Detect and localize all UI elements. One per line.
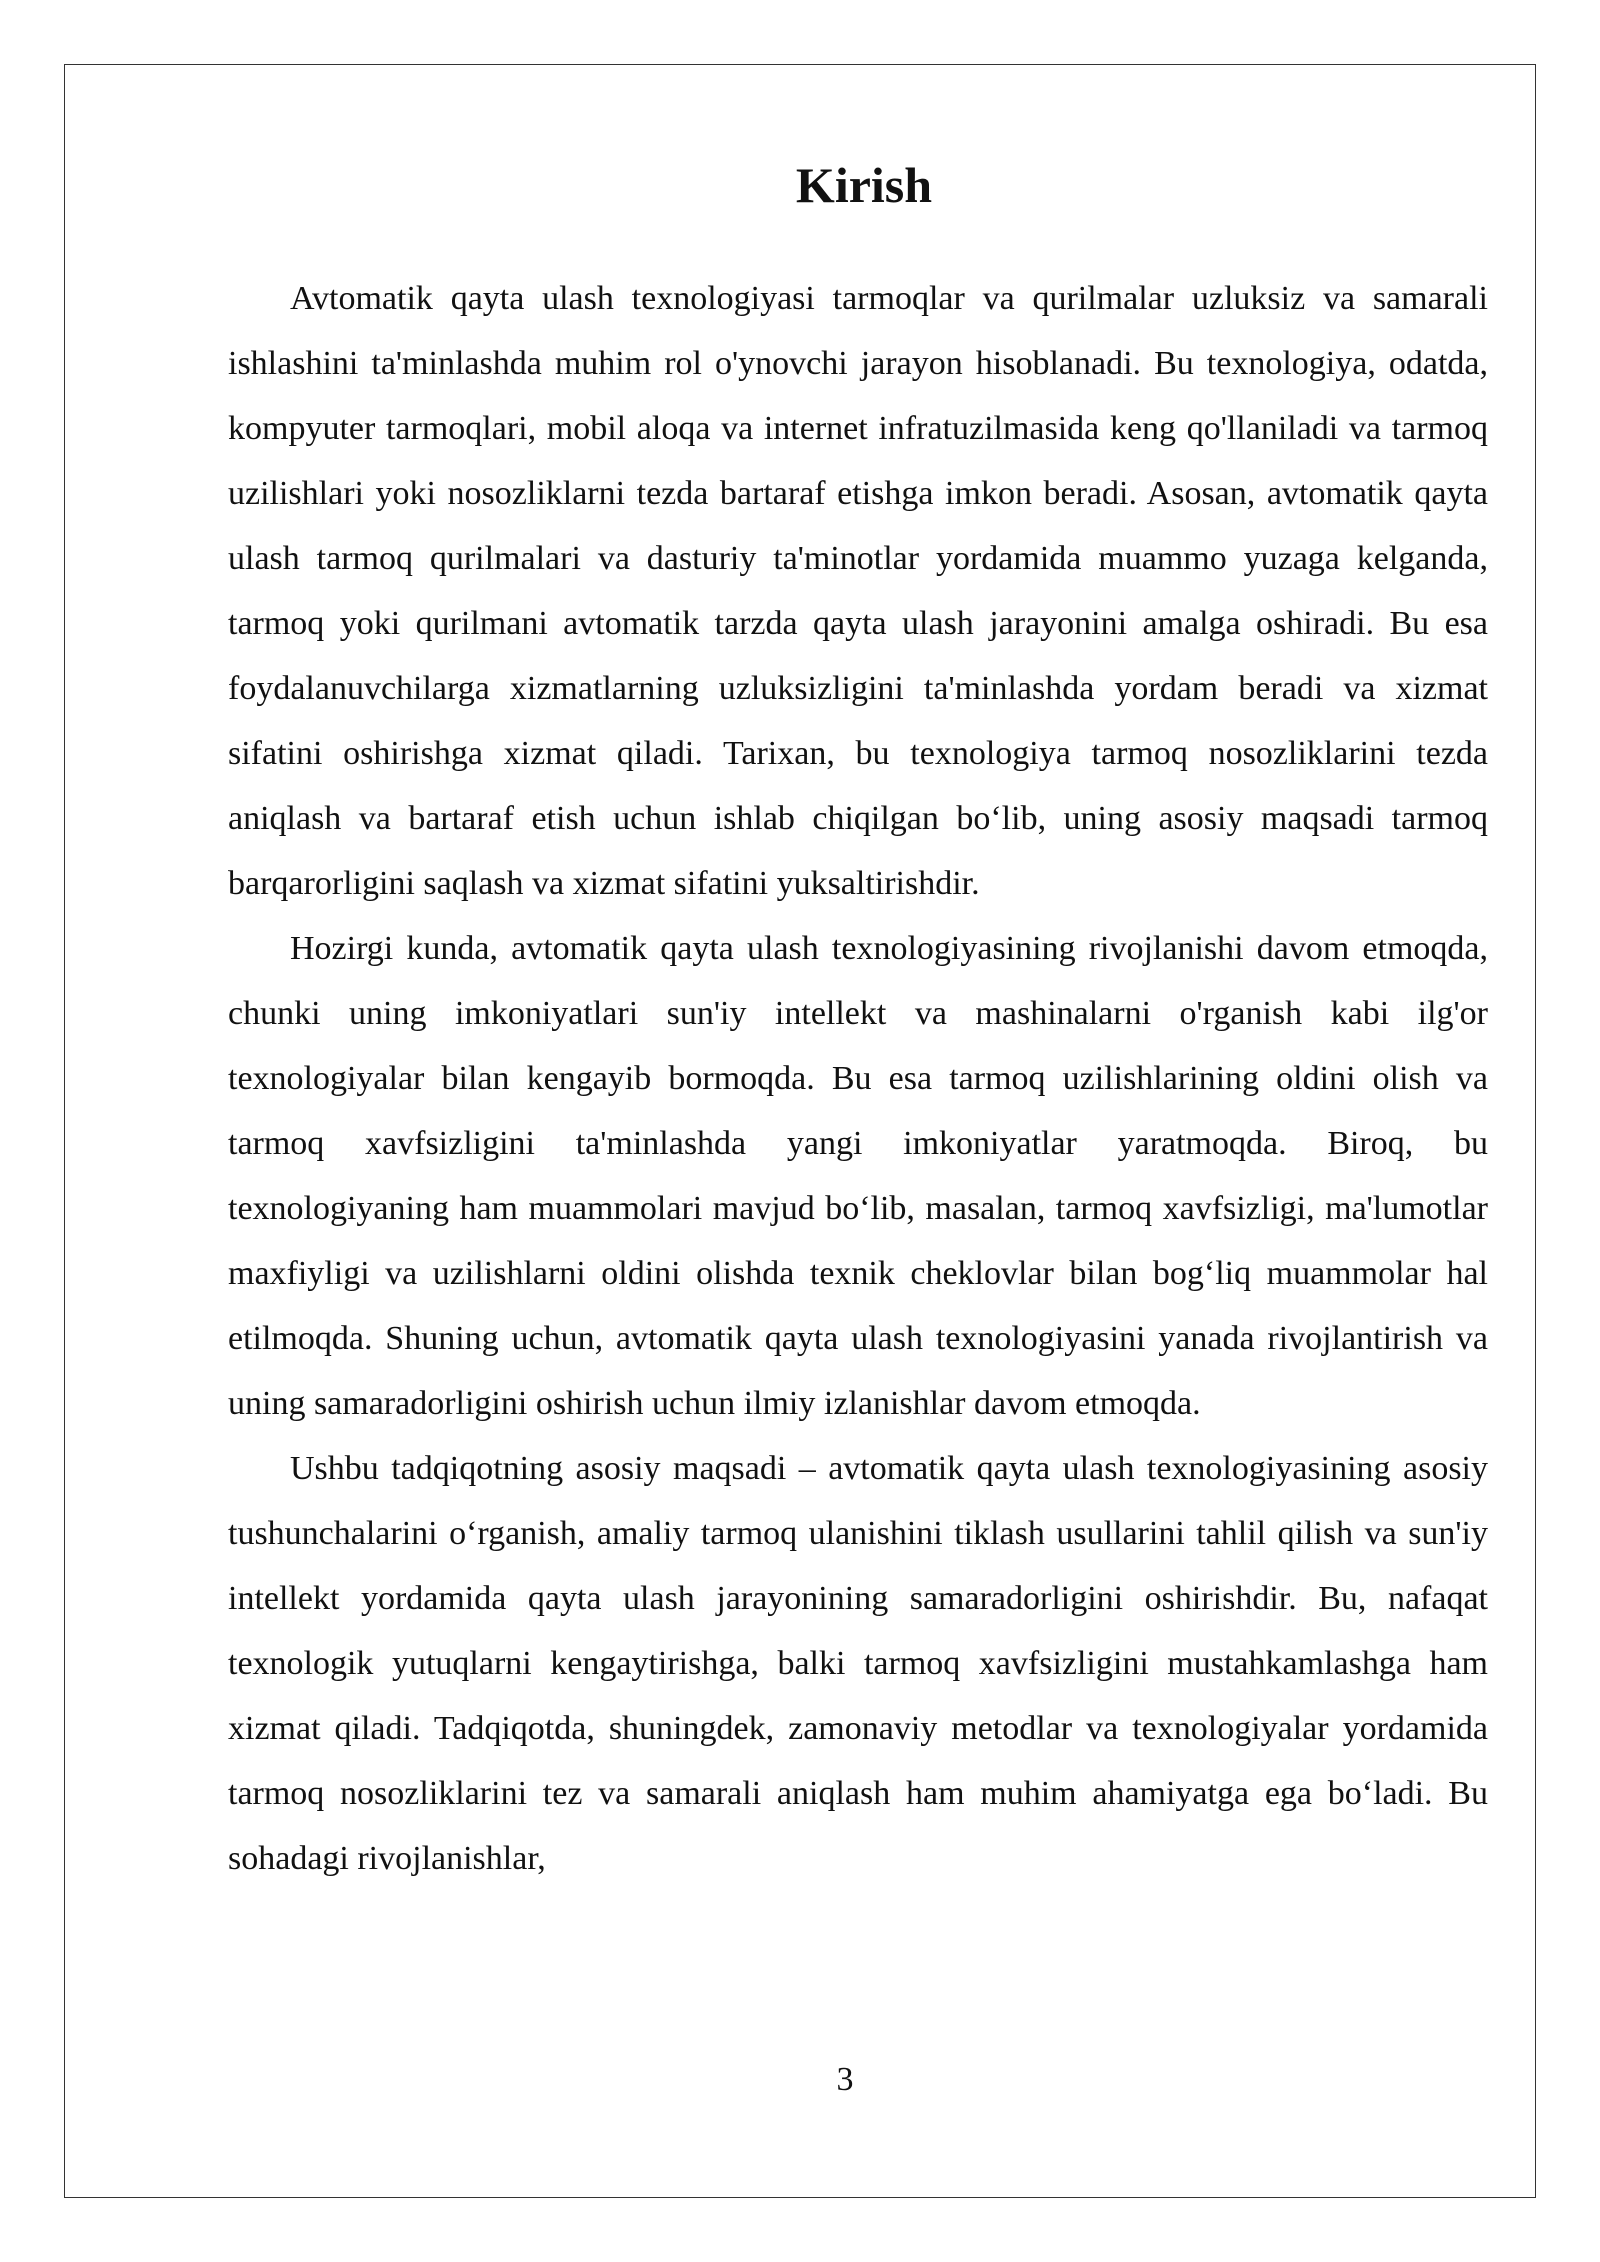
paragraph-3: Ushbu tadqiqotning asosiy maqsadi – avtomatik qayta ulash texnologiyasining asosiy tushunchalarini o‘rganish, amaliy tarmoq ulanishini tiklash usullarini tahlil qilish va sun'iy intellekt yordamida qayta ulash jarayonining samaradorligini oshirishdir. Bu, nafaqat texnologik yutuqlarni kengaytirishga, balki tarmoq xavfsizligini mustahkamlashga ham xizmat qiladi. Tadqiqotda, shuningdek, zamonaviy metodlar va texnologiyalar yordamida tarmoq nosozliklarini tez va samarali aniqlash ham muhim ahamiyatga ega bo‘ladi. Bu sohadagi rivojlanishlar, bbox=[228, 1450, 1488, 1877]
paragraph-1: Avtomatik qayta ulash texnologiyasi tarmoqlar va qurilmalar uzluksiz va samarali ishlashini ta'minlashda muhim rol o'ynovchi jarayon hisoblanadi. Bu texnologiya, odatda, kompyuter tarmoqlari, mobil aloqa va internet infratuzilmasida keng qo'llaniladi va tarmoq uzilishlari yoki nosozliklarni tezda bartaraf etishga imkon beradi. Asosan, avtomatik qayta ulash tarmoq qurilmalari va dasturiy ta'minotlar yordamida muammo yuzaga kelganda, tarmoq yoki qurilmani avtomatik tarzda qayta ulash jarayonini amalga oshiradi. Bu esa foydalanuvchilarga xizmatlarning uzluksizligini ta'minlashda yordam beradi va xizmat sifatini oshirishga xizmat qiladi. Tarixan, bu texnologiya tarmoq nosozliklarini tezda aniqlash va bartaraf etish uchun ishlab chiqilgan bo‘lib, uning asosiy maqsadi tarmoq barqarorligini saqlash va xizmat sifatini yuksaltirishdir. bbox=[228, 280, 1488, 902]
page-content bbox=[228, 150, 1488, 1891]
page-number: 3 bbox=[836, 2061, 854, 2098]
paragraph-2: Hozirgi kunda, avtomatik qayta ulash texnologiyasining rivojlanishi davom etmoqda, chunki uning imkoniyatlari sun'iy intellekt va mashinalarni o'rganish kabi ilg'or texnologiyalar bilan kengayib bormoqda. Bu esa tarmoq uzilishlarining oldini olish va tarmoq xavfsizligini ta'minlashda yangi imkoniyatlar yaratmoqda. Biroq, bu texnologiyaning ham muammolari mavjud bo‘lib, masalan, tarmoq xavfsizligi, ma'lumotlar maxfiyligi va uzilishlarni oldini olishda texnik cheklovlar bilan bog‘liq muammolar hal etilmoqda. Shuning uchun, avtomatik qayta ulash texnologiyasini yanada rivojlantirish va uning samaradorligini oshirish uchun ilmiy izlanishlar davom etmoqda. bbox=[228, 930, 1488, 1422]
page-title: Kirish bbox=[795, 157, 933, 213]
